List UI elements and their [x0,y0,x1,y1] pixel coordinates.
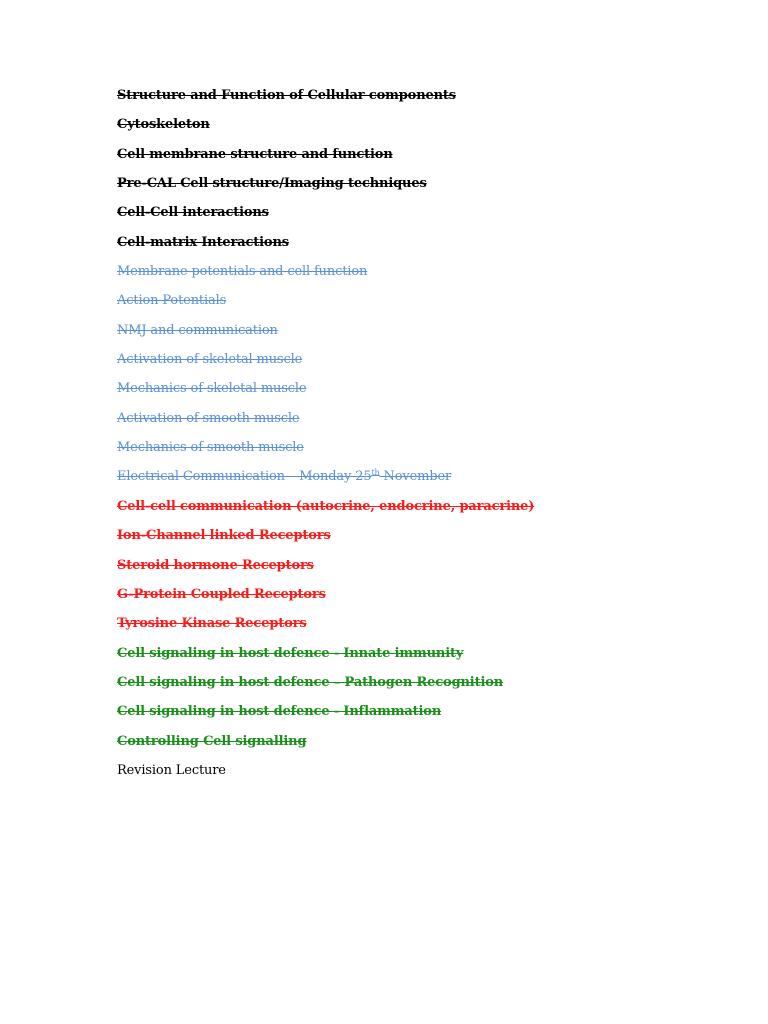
topic-text: Steroid hormone Receptors [117,557,314,573]
topic-item [117,702,534,731]
topic-item [117,585,534,614]
topic-text: Activation of skeletal muscle [117,352,303,368]
topic-text: Cell signaling in host defence - Inflammation [117,704,442,720]
topic-text: Electrical Communication – Monday 25 [117,469,372,485]
topic-item [117,556,534,585]
topic-text: Cell signaling in host defence – Pathogen Recognition [117,674,504,690]
topic-item [117,233,534,262]
topic-item [117,438,534,467]
topic-item [117,86,534,115]
topic-superscript: th [371,468,380,478]
topic-text: Cytoskeleton [117,117,210,133]
topic-item [117,614,534,643]
topic-text: G-Protein Coupled Receptors [117,586,326,602]
topic-item [117,350,534,379]
topic-item [117,115,534,144]
topic-item [117,732,534,761]
topic-text: Activation of smooth muscle [117,410,300,426]
topic-text: Mechanics of skeletal muscle [117,381,307,397]
topic-item [117,203,534,232]
topic-text: Structure and Function of Cellular components [117,88,456,103]
topic-item [117,321,534,350]
topic-text: NMJ and communication [117,322,278,338]
topic-text-suffix: November [379,469,452,485]
topic-text: Revision Lecture [117,762,226,778]
topic-text: Tyrosine Kinase Receptors [117,616,307,632]
topic-text: Pre-CAL Cell structure/Imaging techniques [117,176,427,192]
topic-text: Cell-matrix Interactions [117,234,289,250]
topic-item [117,262,534,291]
topic-item [117,174,534,203]
topic-item [117,145,534,174]
topic-text: Membrane potentials and cell function [117,264,368,280]
topic-text: Cell-cell communication (autocrine, endocrine, paracrine) [117,498,535,514]
topic-text: Action Potentials [117,293,227,309]
topic-text: Ion-Channel linked Receptors [117,528,331,544]
topic-item [117,379,534,408]
topic-item [117,673,534,702]
topic-text: Cell signaling in host defence - Innate immunity [117,645,464,661]
topic-text: Cell-Cell interactions [117,205,269,221]
lecture-topic-list [117,86,534,790]
topic-item [117,761,534,790]
topic-text: Cell membrane structure and function [117,146,393,162]
topic-item [117,291,534,320]
topic-item [117,497,534,526]
topic-item [117,467,534,496]
topic-text: Mechanics of smooth muscle [117,440,304,456]
topic-item [117,409,534,438]
topic-item [117,526,534,555]
topic-item [117,644,534,673]
topic-text: Controlling Cell signalling [117,733,307,749]
